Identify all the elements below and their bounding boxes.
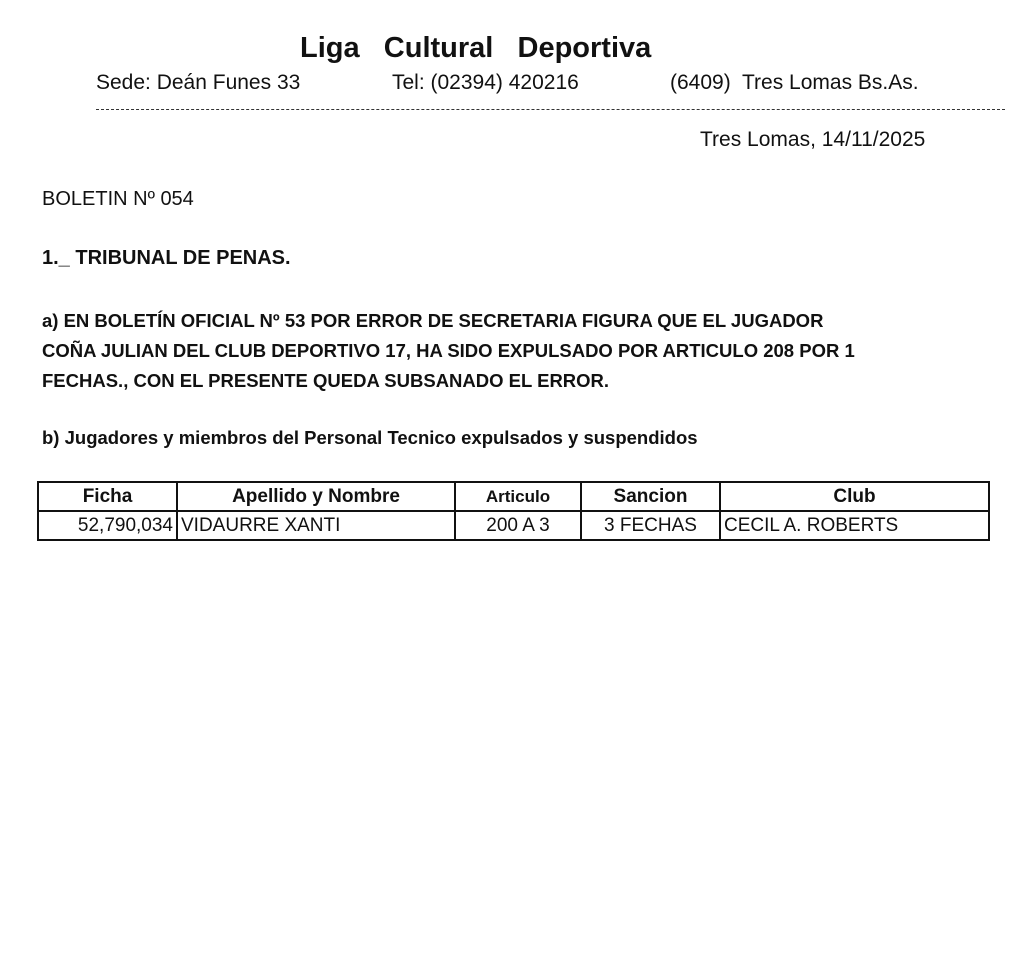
header-nombre: Apellido y Nombre xyxy=(177,482,455,511)
section-title: 1._ TRIBUNAL DE PENAS. xyxy=(42,247,291,269)
cell-articulo: 200 A 3 xyxy=(455,511,581,540)
paragraph-b: b) Jugadores y miembros del Personal Tecnico expulsados y suspendidos xyxy=(42,427,698,448)
table-header-row xyxy=(38,482,989,511)
document-date: Tres Lomas, 14/11/2025 xyxy=(700,128,926,151)
sanctions-table xyxy=(37,481,990,541)
paragraph-a-line: FECHAS., CON EL PRESENTE QUEDA SUBSANADO EL ERROR. xyxy=(42,370,610,391)
header-sancion: Sancion xyxy=(581,482,720,511)
document-title: Liga Cultural Deportiva xyxy=(300,32,652,64)
header-phone: Tel: (02394) 420216 xyxy=(392,71,579,94)
header-address: Sede: Deán Funes 33 xyxy=(96,71,301,94)
cell-ficha: 52,790,034 xyxy=(38,511,177,540)
paragraph-a-line: a) EN BOLETÍN OFICIAL Nº 53 POR ERROR DE SECRETARIA FIGURA QUE EL JUGADOR xyxy=(42,310,824,331)
header-articulo: Articulo xyxy=(455,482,581,511)
cell-sancion: 3 FECHAS xyxy=(581,511,720,540)
header-ficha: Ficha xyxy=(38,482,177,511)
table-row xyxy=(38,511,989,540)
header-club: Club xyxy=(720,482,989,511)
header-location: (6409) Tres Lomas Bs.As. xyxy=(670,71,919,94)
cell-club: CECIL A. ROBERTS xyxy=(720,511,989,540)
boletin-number: BOLETIN Nº 054 xyxy=(42,188,194,210)
cell-nombre: VIDAURRE XANTI xyxy=(177,511,455,540)
paragraph-a xyxy=(42,306,997,396)
header-separator xyxy=(96,109,1005,110)
paragraph-a-line: COÑA JULIAN DEL CLUB DEPORTIVO 17, HA SIDO EXPULSADO POR ARTICULO 208 POR 1 xyxy=(42,340,855,361)
